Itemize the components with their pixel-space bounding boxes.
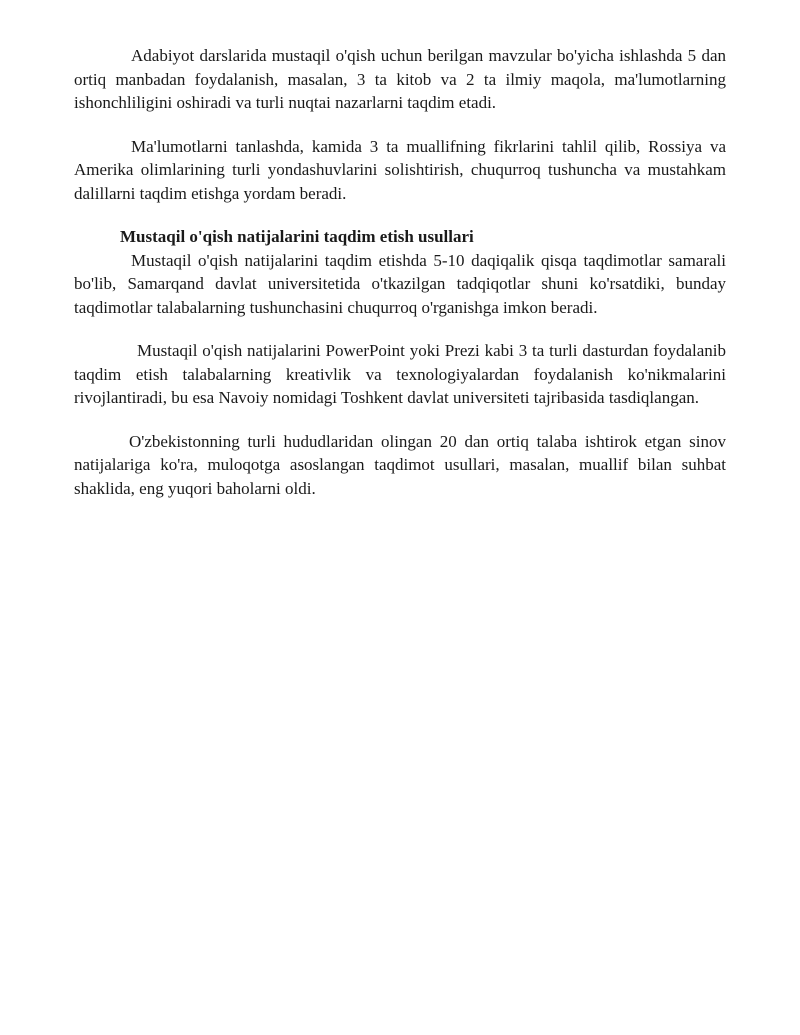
document-body <box>74 44 726 520</box>
paragraph-sources: Adabiyot darslarida mustaqil o'qish uchun berilgan mavzular bo'yicha ishlashda 5 dan ortiq manbadan foydalanish, masalan, 3 ta kitob va 2 ta ilmiy maqola, ma'lumotlarning ishonchliligini oshiradi va turli nuqtai nazarlarni taqdim etadi. <box>74 46 726 112</box>
paragraph-presentations: Mustaqil o'qish natijalarini taqdim etishda 5-10 daqiqalik qisqa taqdimotlar samarali bo'lib, Samarqand davlat universitetida o'tkazilgan tadqiqotlar shuni ko'rsatdiki, bunday taqdimotlar talabalarning tushunchasini chuqurroq o'rganishga imkon beradi. <box>74 250 726 317</box>
paragraph-selection: Ma'lumotlarni tanlashda, kamida 3 ta muallifning fikrlarini tahlil qilib, Rossiya va Amerika olimlarining turli yondashuvlarini solishtirish, chuqurroq tushuncha va mustahkam dalillarni taqdim etishga yordam beradi. <box>74 136 726 203</box>
paragraph-software: Mustaqil o'qish natijalarini PowerPoint yoki Prezi kabi 3 ta turli dasturdan foydalanib taqdim etish talabalarning kreativlik va texnologiyalardan foydalanish ko'nikmalarini rivojlantiradi, bu esa Navoiy nomidagi Toshkent davlat universiteti tajribasida tasdiqlangan. <box>74 341 726 407</box>
paragraph-results: O'zbekistonning turli hududlaridan olingan 20 dan ortiq talaba ishtirok etgan sinov natijalariga ko'ra, muloqotga asoslangan taqdimot usullari, masalan, muallif bilan suhbat shaklida, eng yuqori baholarni oldi. <box>74 431 726 498</box>
section-heading: Mustaqil o'qish natijalarini taqdim etish usullari <box>120 227 474 246</box>
